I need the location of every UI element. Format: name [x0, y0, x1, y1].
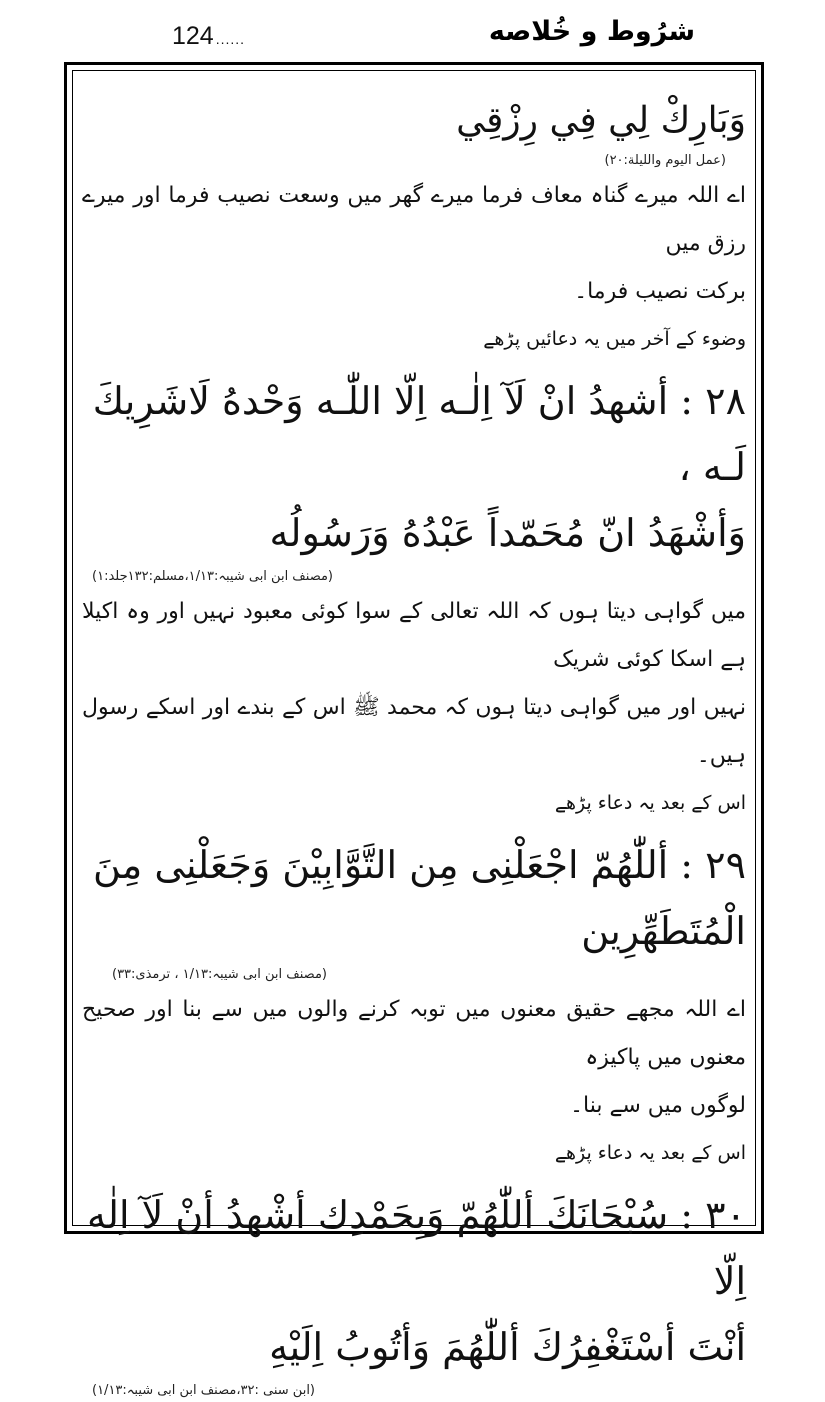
intro-translation-line-2: برکت نصیب فرما۔	[574, 279, 746, 304]
page-number-dots: ......	[215, 31, 246, 47]
intro-arabic: وَبَارِكْ لِي فِي رِزْقِي	[456, 100, 746, 141]
after-note-1: اس کے بعد یہ دعاء پڑھے	[554, 792, 746, 814]
dua-29-translation-line-2: لوگوں میں سے بنا۔	[570, 1093, 746, 1118]
dua-30-line-1: ٣٠ : سُبْحَانَكَ أللّٰهُمّ وَبِحَمْدِك أشْهدُ أنْ لَآ اِلٰه اِلّا	[87, 1193, 746, 1303]
running-title: شرُوط و خُلاصه	[488, 16, 695, 47]
dua-29-translation-line-1: اے اللہ مجھے حقیق معنوں میں توبہ کرنے والوں میں سے بنا اور صحیح معنوں میں پاکیزہ	[82, 997, 746, 1070]
page-number	[172, 22, 245, 51]
intro-translation-line-1: اے اللہ میرے گناہ معاف فرما میرے گھر میں وسعت نصیب فرما اور میرے رزق میں	[82, 183, 746, 256]
dua-28-line-2: وَأشْهَدُ انّ مُحَمّداً عَبْدُهُ وَرَسُولُه	[269, 511, 746, 555]
page-content	[82, 92, 746, 1398]
intro-reference: (عمل اليوم والليلة:٢٠)	[604, 153, 726, 168]
dua-30-reference: (ابن سنی :٣٢،مصنف ابن ابی شیبہ:١/١٣)	[92, 1383, 316, 1398]
wudu-note: وضوء کے آخر میں یہ دعائیں پڑھے	[483, 328, 746, 350]
dua-30-line-2: أنْتَ أسْتَغْفِرُكَ أللّٰهُمَ وَأتُوبُ اِلَيْهِ	[269, 1325, 746, 1369]
page-number-value: 124	[172, 22, 214, 50]
dua-28-translation-line-2: نہیں اور میں گواہی دیتا ہوں کہ محمد ﷺ اس کے بندے اور اسکے رسول ہیں۔	[82, 695, 746, 768]
after-note-2: اس کے بعد یہ دعاء پڑھے	[554, 1142, 746, 1164]
dua-28-translation-line-1: میں گواہی دیتا ہوں کہ اللہ تعالی کے سوا کوئی معبود نہیں اور وہ اکیلا ہے اسکا کوئی شریک	[82, 599, 746, 672]
dua-29-line-2: الْمُتَطَهِّرِين	[581, 909, 746, 953]
dua-28-reference: (مصنف ابن ابی شیبہ:١/١٣،مسلم:١٣٢جلد:١)	[92, 569, 333, 584]
dua-28-line-1: ٢٨ : أشهدُ انْ لَآ اِلٰـه اِلّا اللّٰـه وَحْدهُ لَاشَرِيكَ لَـه ،	[92, 379, 746, 489]
dua-29-line-1: ٢٩ : أللّٰهُمّ اجْعَلْنِى مِن التَّوَّابِيْنَ وَجَعَلْنِى مِنَ	[92, 843, 746, 887]
dua-29-reference: (مصنف ابن ابی شیبہ:١/١٣ ، ترمذی:٣٣)	[112, 967, 327, 982]
